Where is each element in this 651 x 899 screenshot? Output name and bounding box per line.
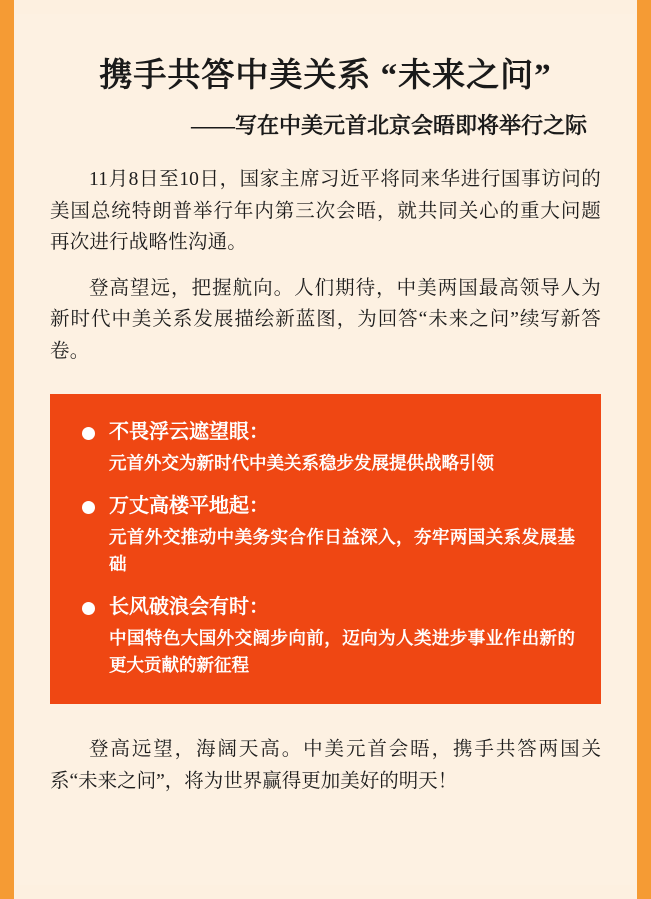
callout-item-body [109, 418, 575, 477]
bullet-dot-icon [82, 427, 95, 440]
callout-item-body [109, 492, 575, 577]
callout-item-text: 元首外交推动中美务实合作日益深入，夯牢两国关系发展基础 [109, 527, 575, 574]
callout-item-body [109, 593, 575, 678]
article-sheet [16, 14, 635, 885]
callout-item [76, 492, 575, 577]
bullet-dot-icon [82, 602, 95, 615]
closing-paragraph: 登高远望，海阔天高。中美元首会晤，携手共答两国关系“未来之问”，将为世界赢得更加美好的明天！ [50, 739, 601, 793]
callout-item-text: 元首外交为新时代中美关系稳步发展提供战略引领 [109, 452, 494, 473]
callout-item-text: 中国特色大国外交阔步向前，迈向为人类进步事业作出新的更大贡献的新征程 [109, 628, 575, 675]
callout-item-heading: 长风破浪会有时： [109, 596, 269, 619]
page-subtitle: ——写在中美元首北京会晤即将举行之际 [190, 113, 587, 139]
bullet-dot-icon [82, 501, 95, 514]
page-title: 携手共答中美关系 “未来之问” [99, 58, 552, 94]
callout-item-heading: 万丈高楼平地起： [109, 495, 269, 518]
callout-item-heading: 不畏浮云遮望眼： [109, 420, 269, 443]
paragraph-1: 11月8日至10日，国家主席习近平将同来华进行国事访问的美国总统特朗普举行年内第三次会晤，就共同关心的重大问题再次进行战略性沟通。 [50, 169, 601, 254]
highlight-callout [50, 394, 601, 705]
callout-item [76, 593, 575, 678]
callout-item [76, 418, 575, 477]
paragraph-2: 登高望远，把握航向。人们期待，中美两国最高领导人为新时代中美关系发展描绘新蓝图，为回答“未来之问”续写新答卷。 [50, 277, 601, 362]
